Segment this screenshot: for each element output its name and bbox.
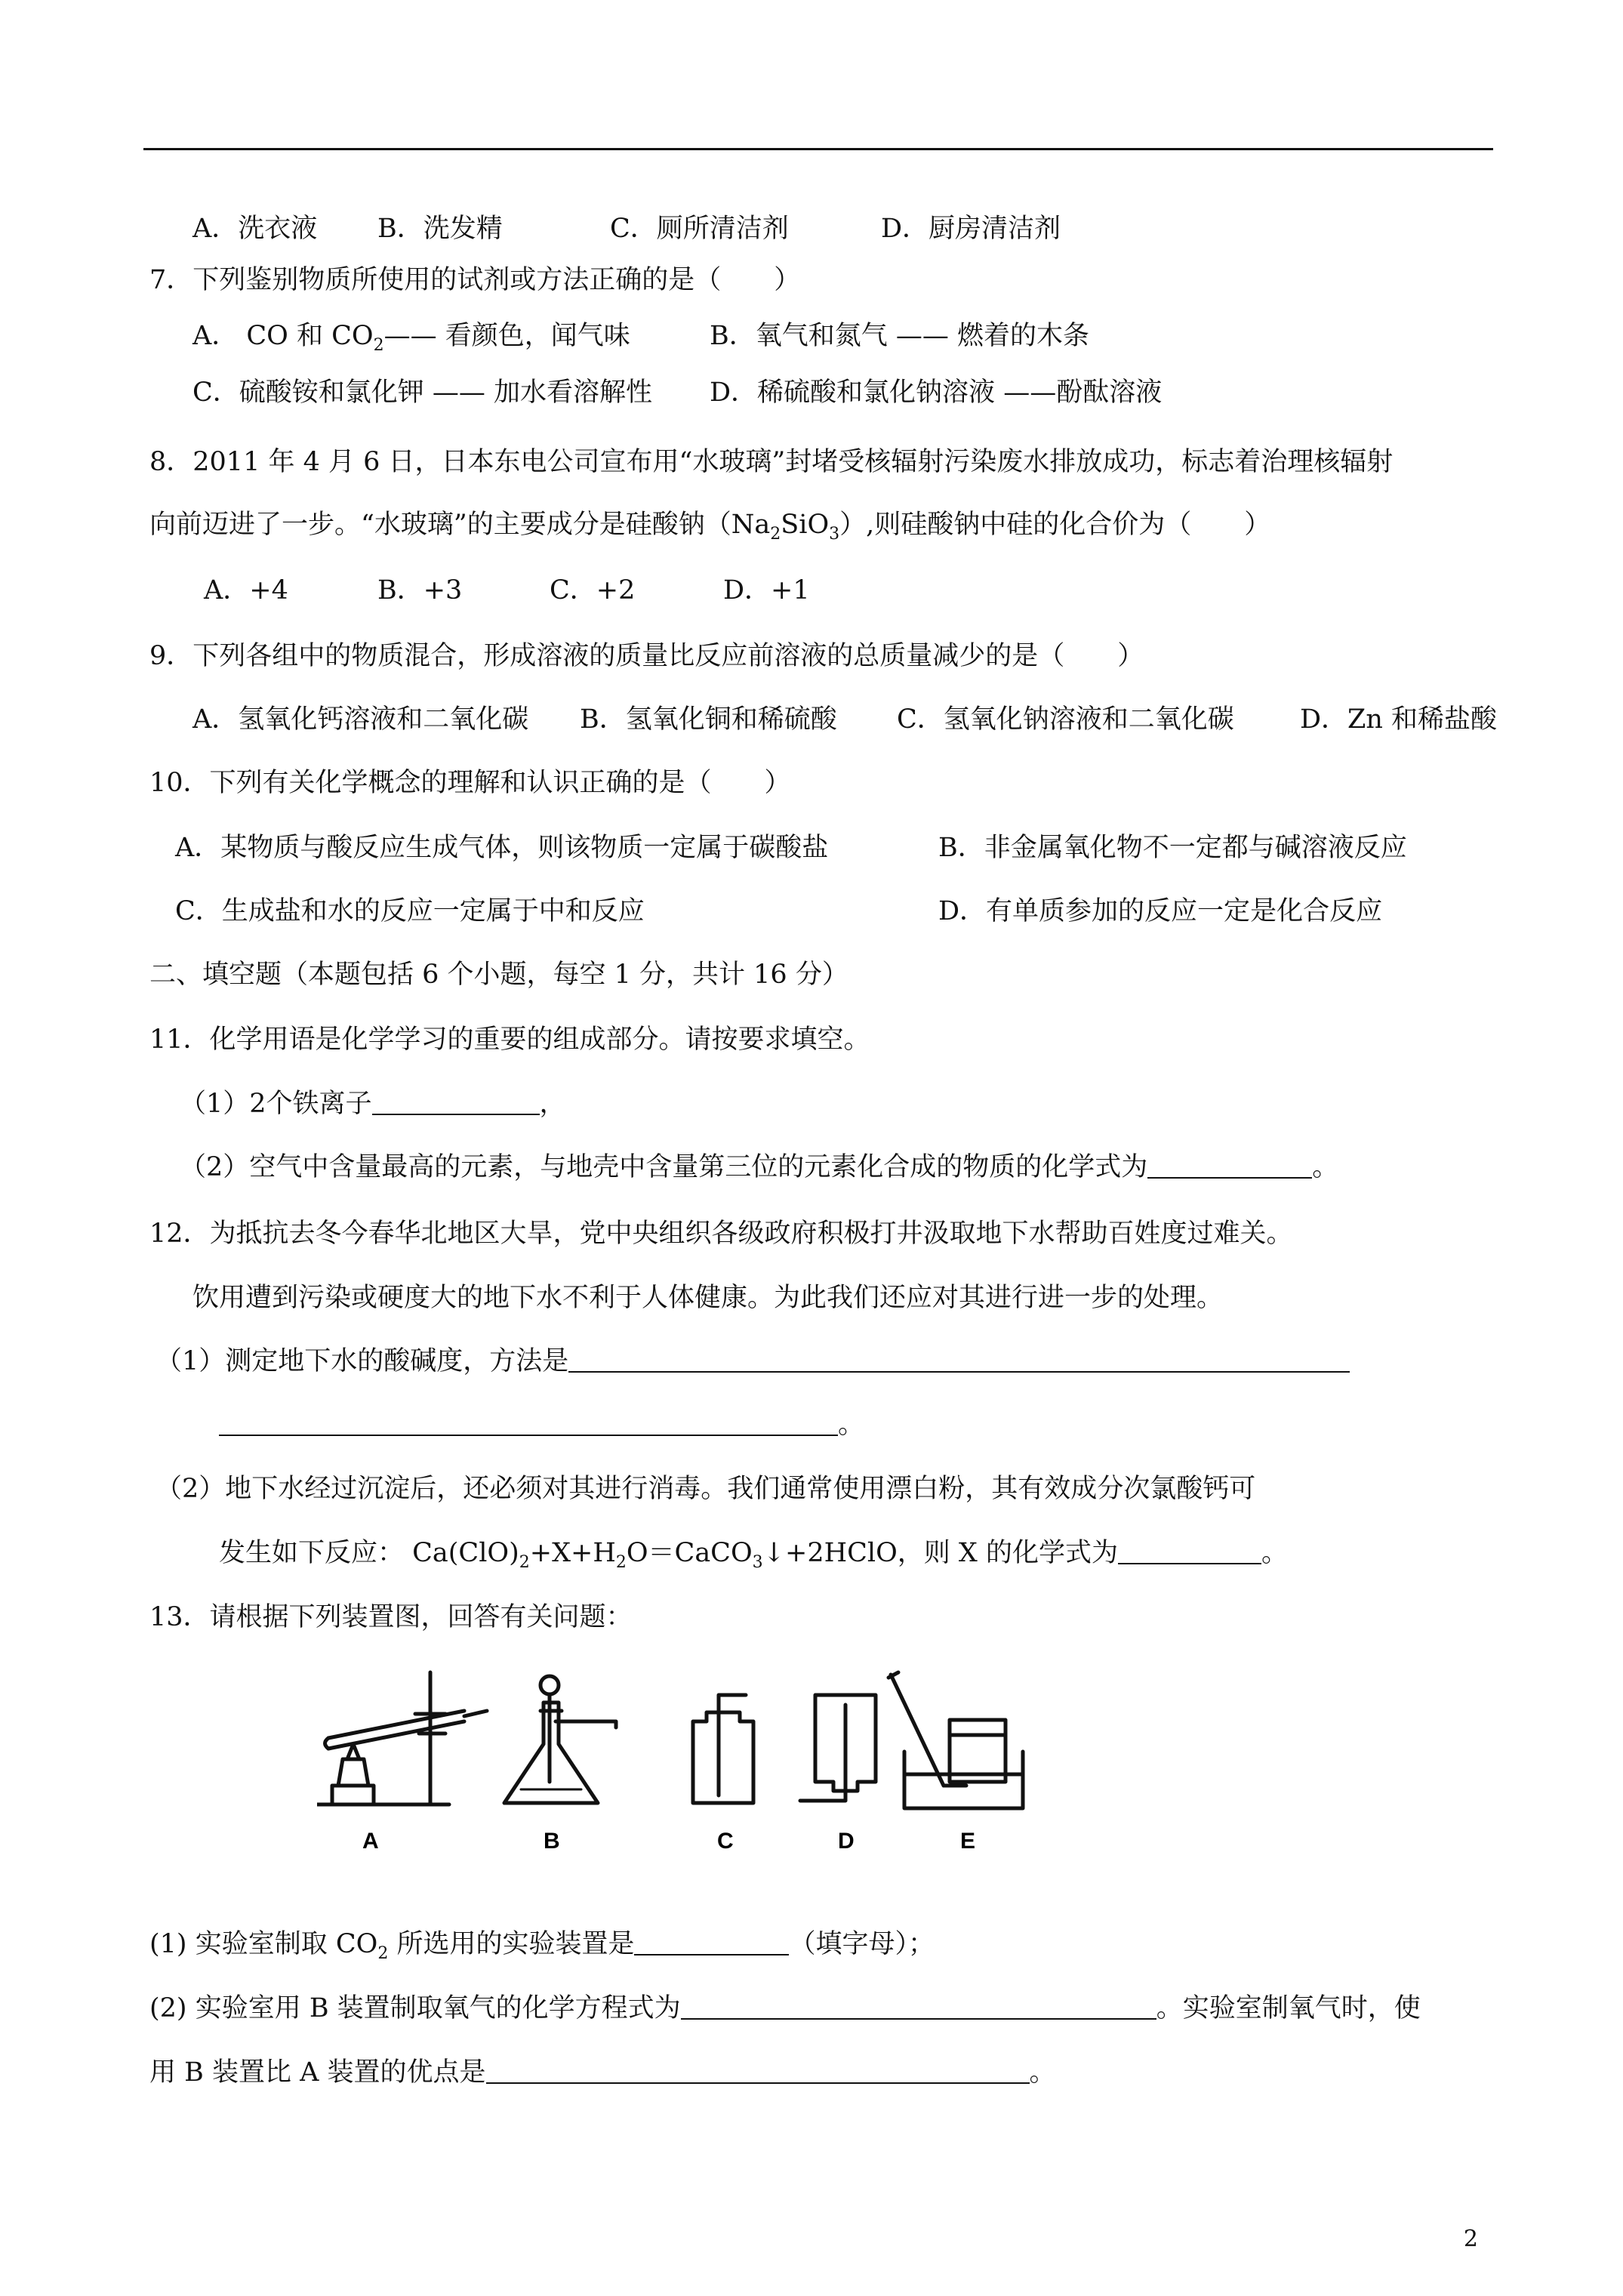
q10-stem: 10．下列有关化学概念的理解和认识正确的是（ ） bbox=[149, 768, 791, 798]
q12-part1-blank-b[interactable] bbox=[219, 1435, 838, 1436]
q12-part2-reaction: 发生如下反应： $Ca(ClO)_2+X+H_2O=CaCO_3↓+2HClO$，则 X 的化学式为 。 bbox=[219, 1538, 1288, 1572]
q11-stem: 11．化学用语是化学学习的重要的组成部分。请按要求填空。 bbox=[149, 1025, 870, 1055]
q8-option-c: C．+2 bbox=[550, 575, 636, 606]
q11-part2: （2）空气中含量最高的元素，与地壳中含量第三位的元素化合成的物质的化学式为 。 bbox=[180, 1152, 1339, 1182]
q7-option-d: D．稀硫酸和氯化钠溶液 ——酚酞溶液 bbox=[710, 378, 1163, 408]
q12-part2-blank[interactable] bbox=[1118, 1563, 1261, 1564]
q8-option-a: A．+4 bbox=[204, 575, 288, 606]
q6-option-d: D．厨房清洁剂 bbox=[881, 214, 1061, 244]
page-number: 2 bbox=[1463, 2226, 1478, 2252]
q9-option-d: D．Zn 和稀盐酸 bbox=[1300, 704, 1498, 735]
q8-option-b: B．+3 bbox=[377, 575, 463, 606]
q8-stem-line2: 向前迈进了一步。“水玻璃”的主要成分是硅酸钠$(Na_2SiO_3)$,则硅酸钠中硅的化合价为（ ） bbox=[149, 510, 1271, 544]
q13-part2: (2) 实验室用 B 装置制取氧气的化学方程式为 。实验室制氧气时，使 bbox=[149, 1993, 1421, 2023]
label-c: C bbox=[717, 1829, 734, 1854]
q9-option-b: B．氢氧化铜和稀硫酸 bbox=[580, 704, 837, 735]
header-rule bbox=[143, 148, 1493, 150]
q13-part2-blank[interactable] bbox=[681, 2018, 1156, 2020]
apparatus-a bbox=[317, 1672, 487, 1804]
label-e: E bbox=[960, 1829, 976, 1854]
q8-option-d: D．+1 bbox=[723, 575, 810, 606]
section-2-heading: 二、填空题（本题包括 6 个小题，每空 1 分，共计 16 分） bbox=[149, 960, 848, 990]
q12-part1: （1）测定地下水的酸碱度，方法是 bbox=[156, 1348, 1350, 1375]
q6-options bbox=[192, 214, 1061, 244]
apparatus-c bbox=[693, 1695, 753, 1803]
apparatus-e bbox=[888, 1672, 1023, 1808]
apparatus-figure bbox=[317, 1669, 1276, 1857]
q10-option-a: A．某物质与酸反应生成气体，则该物质一定属于碳酸盐 bbox=[175, 833, 829, 863]
q6-option-c: C．厕所清洁剂 bbox=[610, 214, 789, 244]
q12-stem: 12．为抵抗去冬今春华北地区大旱，党中央组织各级政府积极打井汲取地下水帮助百姓度过难关。 bbox=[149, 1219, 1293, 1249]
q12-part1-cont: 。 bbox=[219, 1412, 864, 1438]
q10-option-d: D．有单质参加的反应一定是化合反应 bbox=[938, 896, 1383, 926]
q11-part1-blank[interactable] bbox=[372, 1114, 540, 1115]
q13-part3: 用 B 装置比 A 装置的优点是 。 bbox=[149, 2057, 1056, 2088]
q6-option-a: A．洗衣液 bbox=[192, 214, 318, 244]
q13-stem: 13．请根据下列装置图，回答有关问题： bbox=[149, 1602, 633, 1632]
q11-part2-blank[interactable] bbox=[1147, 1177, 1312, 1179]
q13-part1-blank[interactable] bbox=[634, 1954, 789, 1955]
q10-option-b: B．非金属氧化物不一定都与碱溶液反应 bbox=[938, 833, 1407, 863]
q9-option-c: C．氢氧化钠溶液和二氧化碳 bbox=[897, 704, 1234, 735]
q12-part2: （2）地下水经过沉淀后，还必须对其进行消毒。我们通常使用漂白粉，其有效成分次氯酸钙可 bbox=[156, 1474, 1256, 1504]
apparatus-b bbox=[504, 1676, 616, 1803]
label-b: B bbox=[544, 1829, 560, 1854]
q10-option-c: C．生成盐和水的反应一定属于中和反应 bbox=[175, 896, 645, 926]
q13-part1: (1) 实验室制取 $CO_2$ 所选用的实验装置是 （填字母）； bbox=[149, 1929, 935, 1963]
q11-part1: （1）2个铁离子 ， bbox=[180, 1089, 566, 1119]
q12-stem-line2: 饮用遭到污染或硬度大的地下水不利于人体健康。为此我们还应对其进行进一步的处理。 bbox=[192, 1283, 1224, 1313]
label-a: A bbox=[362, 1829, 379, 1854]
q12-part1-blank-a[interactable] bbox=[568, 1371, 1350, 1373]
q7-option-c: C．硫酸铵和氯化钾 —— 加水看溶解性 bbox=[192, 378, 653, 408]
q9-option-a: A．氢氧化钙溶液和二氧化碳 bbox=[192, 704, 529, 735]
label-d: D bbox=[838, 1829, 855, 1854]
q7-option-a: A． CO 和 $CO_2——$ 看颜色，闻气味 bbox=[192, 321, 630, 355]
apparatus-d bbox=[800, 1695, 876, 1801]
q7-option-b: B．氧气和氮气 —— 燃着的木条 bbox=[710, 321, 1089, 351]
q8-stem-line1: 8．2011 年 4 月 6 日，日本东电公司宣布用“水玻璃”封堵受核辐射污染废水排放成功，标志着治理核辐射 bbox=[149, 447, 1394, 477]
q9-stem: 9．下列各组中的物质混合，形成溶液的质量比反应前溶液的总质量减少的是（ ） bbox=[149, 641, 1144, 671]
q13-part3-blank[interactable] bbox=[486, 2082, 1030, 2084]
q7-stem: 7．下列鉴别物质所使用的试剂或方法正确的是（ ） bbox=[149, 265, 801, 295]
q6-option-b: B．洗发精 bbox=[377, 214, 503, 244]
